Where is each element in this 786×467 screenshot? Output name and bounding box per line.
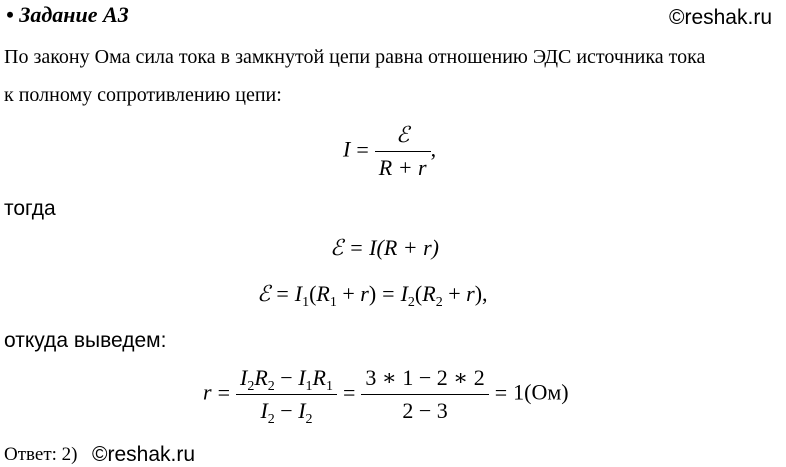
r-result-value: 1(Ом): [513, 379, 569, 405]
r-num-r2: R: [254, 365, 268, 390]
emf2-r2-sub: 2: [435, 295, 443, 310]
r-numeric-numerator: 3 ∗ 1 − 2 ∗ 2: [361, 365, 488, 395]
watermark-bottom: ©reshak.ru: [92, 443, 196, 466]
r-den-i2b-sub: 2: [305, 412, 313, 427]
watermark-top: ©reshak.ru: [668, 6, 772, 29]
r-num-i1: I: [298, 365, 306, 390]
emf2-i2: I: [400, 281, 408, 306]
formula-r-result: r = $\frac{I_2R_2 - I_1R_1}{I_2 - I_2}$ = $\frac{3 ∗ 1 - 2 ∗ 2}{2 - 3}$ = 1(Ом): [203, 365, 569, 427]
formula-ohm-denominator: R + r: [378, 155, 427, 180]
r-lhs: r: [203, 379, 212, 405]
r-num-i2-sub: 2: [247, 379, 255, 394]
formula-ohm-comma: ,: [430, 136, 437, 162]
r-num-r1: R: [312, 365, 326, 390]
formula-ohm-lhs: I: [343, 136, 351, 162]
paragraph-ohm-law: По закону Ома сила тока в замкнутой цепи равна отношению ЭДС источника тока: [4, 46, 706, 68]
formula-ohm-numerator: ℰ: [396, 122, 410, 147]
formula-emf: [330, 235, 439, 261]
emf2-i1: I: [294, 281, 303, 306]
paragraph-derive: откуда выведем:: [4, 329, 167, 352]
task-heading: • Задание А3: [6, 2, 129, 27]
r-den-i2a: I: [260, 398, 268, 423]
r-symbolic-fraction: $\frac{I_2R_2 - I_1R_1}{I_2 - I_2}$: [236, 365, 337, 424]
paragraph-then: тогда: [4, 197, 56, 220]
r-den-i2b: I: [298, 398, 306, 423]
r-numeric-fraction: [361, 365, 488, 424]
formula-ohm-fraction: [375, 122, 431, 181]
emf2-r2: R: [422, 281, 436, 306]
emf2-i2-sub: 2: [407, 295, 415, 310]
emf2-comma: ,: [482, 281, 488, 306]
formula-ohm-law: I = $\frac{\text{ℰ}}{R + r}$ ,: [343, 122, 437, 180]
r-den-i2a-sub: 2: [267, 412, 275, 427]
r-numeric-denominator: 2 − 3: [402, 398, 448, 423]
r-num-r2-sub: 2: [267, 379, 275, 394]
r-num-i2: I: [239, 365, 248, 390]
emf2-r1: R: [316, 281, 330, 306]
emf2-r1-sub: 1: [329, 295, 337, 310]
r-num-i1-sub: 1: [305, 379, 313, 394]
paragraph-full-resistance: к полному сопротивлению цепи:: [4, 84, 282, 106]
answer-text: Ответ: 2): [4, 444, 78, 465]
r-num-r1-sub: 1: [325, 379, 333, 394]
emf2-lhs: ℰ: [257, 281, 271, 306]
emf2-i1-sub: 1: [302, 295, 310, 310]
formula-emf-text: ℰ = I(R + r): [330, 235, 439, 260]
formula-emf-two-cases: ℰ = $I_1(R_1 + r) = I_2(R_2 + r)$,: [257, 281, 488, 310]
